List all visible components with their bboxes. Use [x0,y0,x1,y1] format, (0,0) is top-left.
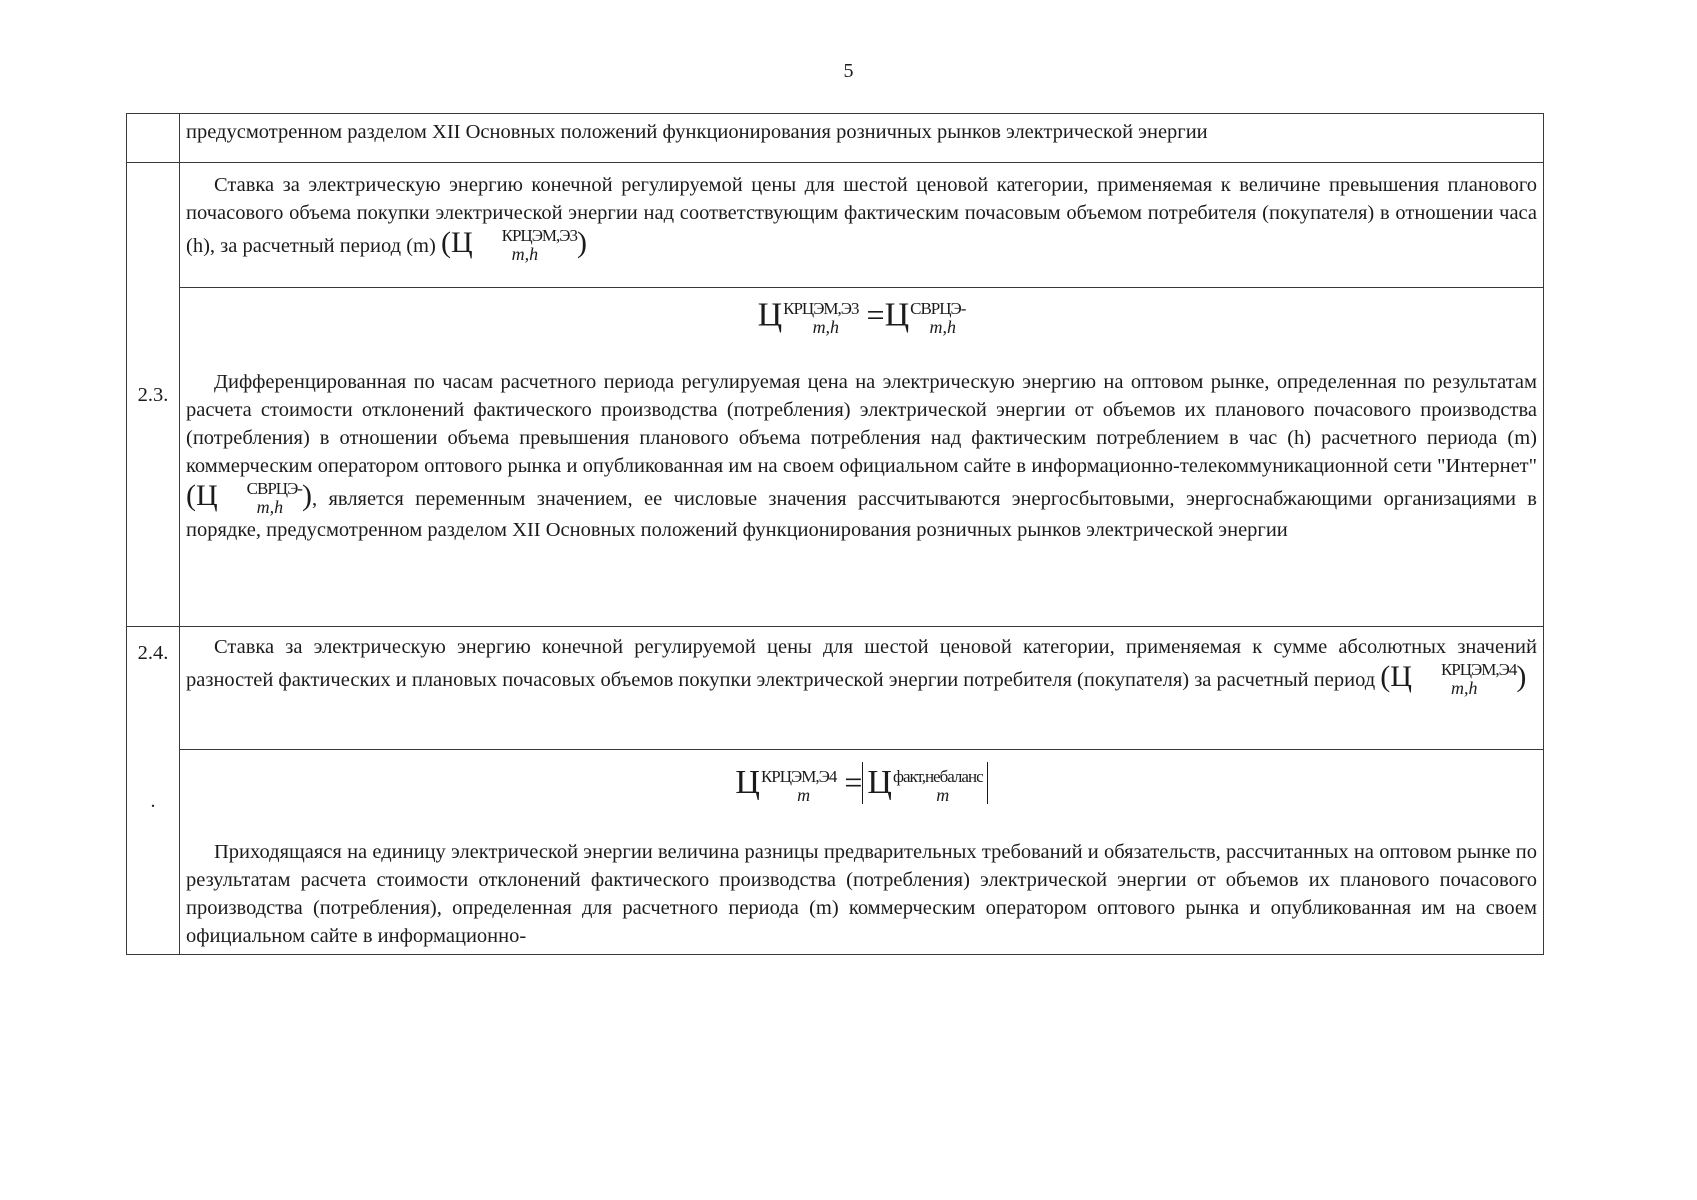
formula-equals: = [866,296,885,333]
explanation-text [186,368,1537,544]
formula-subscript: m,h [256,497,284,517]
formula-superscript: факт,небаланс [892,766,983,786]
formula-symbol: Ц [884,296,910,334]
row-number-cell [127,114,180,163]
continuation-cell [180,114,1544,163]
formula-subscript: m,h [1450,678,1478,698]
table-row [127,627,1544,750]
formula-superscript: КРЦЭМ,Э4 [760,766,837,786]
formula-subscript: m,h [511,244,539,264]
continuation-text: предусмотренном разделом XII Основных положений функционирования розничных рынков электрической энергии [186,121,1208,143]
formula-cell [180,750,1544,955]
explanation-paragraph-tail: , является переменным значением, ее числовые значения рассчитываются энергосбытовыми, энергоснабжающими организациями в порядке, предусмотренном разделом XII Основных положений функционирования розничных рынков электрической энергии [186,487,1537,541]
explanation-paragraph: Дифференцированная по часам расчетного периода регулируемая цена на электрическую энергию на оптовом рынке, определенная по результатам расчета стоимости отклонений фактического производства (потребления) электрической энергии от объемов их планового почасового производства (потребления) в отношении объема превышения планового объема потребления над фактическим потреблением в час (h) расчетного периода (m) коммерческим оператором оптового рынка и опубликованная им на своем официальном сайте в информационно-телекоммуникационной сети "Интернет" [186,371,1537,477]
absolute-value [862,762,987,804]
formula-superscript: СВРЦЭ- [910,299,966,318]
formula-block [186,292,1537,336]
formula-superscript: КРЦЭМ,Э3 [501,226,578,245]
formula-symbol: Ц [196,478,218,512]
table-row [127,288,1544,627]
table-row [127,114,1544,163]
tariff-table [126,113,1544,955]
row-number: 2.4. [137,642,169,664]
definition-cell [180,163,1544,288]
formula-superscript: СВРЦЭ- [246,479,302,498]
formula-block [186,754,1537,804]
page-number: 5 [843,60,854,82]
definition-text [186,171,1537,263]
formula-superscript: КРЦЭМ,Э4 [1440,660,1517,679]
formula-symbol: Ц [1390,659,1412,693]
definition-cell [180,627,1544,750]
formula-symbol: Ц [757,296,783,334]
formula-symbol: Ц [450,225,473,259]
table-row [127,750,1544,955]
formula-subscript: m,h [812,317,840,337]
explanation-text [186,838,1537,950]
formula-superscript: КРЦЭМ,Э3 [783,299,859,318]
definition-paragraph: Ставка за электрическую энергию конечной регулируемой цены для шестой ценовой категории, применяемая к сумме абсолютных значений разностей фактических и плановых почасовых объемов покупки электрической энергии потребителя (покупателя) за расчетный период [186,636,1537,691]
row-number-cell [127,627,180,955]
definition-paragraph: Ставка за электрическую энергию конечной регулируемой цены для шестой ценовой категории, применяемая к величине превышения планового почасового объема покупки электрической энергии над соответствующим фактическим почасовым объемом потребителя (покупателя) в отношении часа (h), за расчетный период (m) [186,174,1537,257]
table-row [127,163,1544,288]
formula-symbol: Ц [735,764,760,801]
explanation-paragraph: Приходящаяся на единицу электрической энергии величина разницы предварительных требований и обязательств, рассчитанных на оптовом рынке по результатам расчета стоимости отклонений фактического производства (потребления) электрической энергии от объемов их планового почасового производства (потребления), определенная для расчетного периода (m) коммерческим оператором оптового рынка и опубликованная им на своем официальном сайте в информационно- [186,840,1537,947]
formula-symbol: Ц [867,764,892,801]
formula-subscript: m,h [929,317,957,337]
formula-equals: = [844,764,863,800]
inline-formula: (Ц КРЦЭМ,Э4 m,h ) [1380,659,1527,698]
row-number: 2.3. [137,383,169,406]
formula-subscript: m [797,784,811,805]
stray-dot: . [150,790,156,812]
formula-cell [180,288,1544,627]
definition-text [186,633,1537,697]
inline-formula: (Ц КРЦЭМ,Э3 m,h ) [440,225,588,264]
formula-subscript: m [936,784,950,805]
row-number-cell [127,163,180,627]
inline-formula: (Ц СВРЦЭ- m,h ) [186,478,312,517]
